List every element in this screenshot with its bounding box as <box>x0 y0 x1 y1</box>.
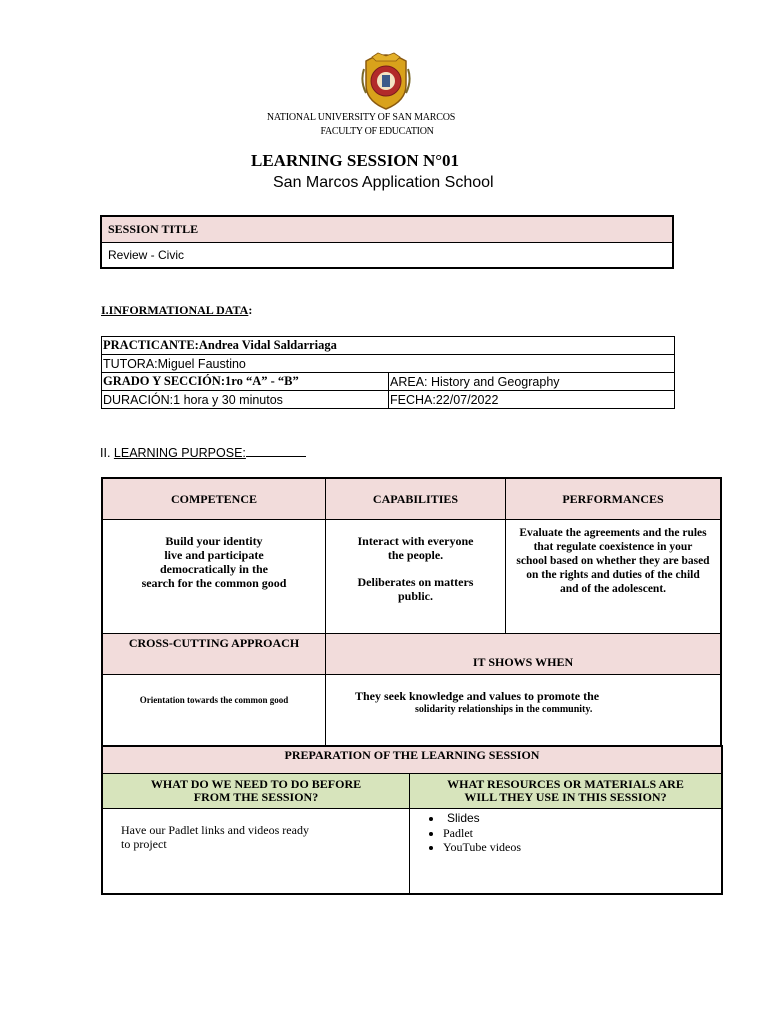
session-title-label: SESSION TITLE <box>101 216 673 243</box>
crest-icon <box>360 51 412 111</box>
resources-list <box>410 811 721 855</box>
before-session-value: Have our Padlet links and videos ready to project <box>102 809 410 895</box>
shows-when-line-1: They seek knowledge and values to promote the <box>355 689 600 703</box>
capabilities-value <box>326 520 506 634</box>
purpose-heading <box>100 444 306 460</box>
purpose-table <box>101 477 722 766</box>
duracion-cell: DURACIÓN:1 hora y 30 minutos <box>102 391 389 409</box>
cross-cutting-header: CROSS-CUTTING APPROACH <box>102 634 326 675</box>
shows-when-line-2: solidarity relationships in the community. <box>415 704 593 715</box>
cross-cutting-value: Orientation towards the common good <box>102 675 326 766</box>
resource-item-slides <box>443 811 721 826</box>
session-title-value: Review - Civic <box>108 248 185 262</box>
capability-1: Interact with everyone the people. <box>357 534 474 562</box>
university-crest <box>360 51 412 111</box>
resource-slides-label: Slides <box>447 811 480 825</box>
informational-heading <box>101 303 252 318</box>
area-cell: AREA: History and Geography <box>389 373 675 391</box>
resources-header: WHAT RESOURCES OR MATERIALS ARE WILL THEY USE IN THIS SESSION? <box>410 774 723 809</box>
preparation-table <box>101 745 723 895</box>
purpose-heading-prefix: II. <box>100 446 114 460</box>
resource-item-padlet <box>443 826 721 841</box>
shows-when-header: IT SHOWS WHEN <box>326 634 722 675</box>
resource-padlet-label: Padlet <box>443 825 473 840</box>
capabilities-header: CAPABILITIES <box>326 478 506 520</box>
resource-youtube-label: YouTube videos <box>443 840 522 854</box>
resource-item-youtube <box>443 840 721 855</box>
informational-heading-suffix: : <box>248 303 253 317</box>
faculty-name: FACULTY OF EDUCATION <box>320 126 434 137</box>
grado-cell: GRADO Y SECCIÓN:1ro “A” - “B” <box>102 373 389 391</box>
session-title-table <box>100 215 674 269</box>
resources-value <box>410 809 723 895</box>
session-heading: LEARNING SESSION N°01 <box>251 151 460 170</box>
fecha-cell: FECHA:22/07/2022 <box>389 391 675 409</box>
informational-heading-text: I.INFORMATIONAL DATA <box>101 303 249 317</box>
school-name: San Marcos Application School <box>273 174 494 191</box>
practicante-cell: PRACTICANTE:Andrea Vidal Saldarriaga <box>102 337 675 355</box>
informational-table <box>101 336 675 409</box>
purpose-heading-underline <box>246 444 306 457</box>
competence-header: COMPETENCE <box>102 478 326 520</box>
purpose-heading-text: LEARNING PURPOSE: <box>113 446 246 460</box>
competence-value: Build your identity live and participate democratically in the search for the common good <box>102 520 326 634</box>
university-name: NATIONAL UNIVERSITY OF SAN MARCOS <box>266 112 456 123</box>
tutora-cell: TUTORA:Miguel Faustino <box>102 355 675 373</box>
performances-header: PERFORMANCES <box>506 478 722 520</box>
performances-value: Evaluate the agreements and the rules that regulate coexistence in your school based on whether they are based on the rights and duties of the child and of the adolescent. <box>506 520 722 634</box>
preparation-title: PREPARATION OF THE LEARNING SESSION <box>102 746 722 774</box>
capability-2: Deliberates on matters public. <box>357 575 474 603</box>
before-session-header: WHAT DO WE NEED TO DO BEFORE FROM THE SESSION? <box>102 774 410 809</box>
